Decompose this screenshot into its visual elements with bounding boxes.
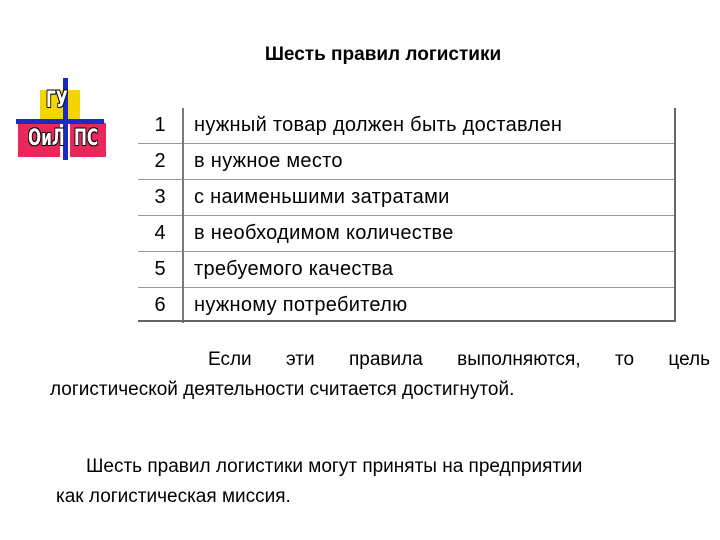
rule-number: 3 (138, 180, 183, 216)
table-row (138, 252, 676, 288)
rule-text: нужному потребителю (194, 294, 408, 316)
table-row (138, 108, 676, 144)
rule-text: в необходимом количестве (194, 222, 454, 244)
logo-text-top: ГУ (46, 88, 68, 113)
rule-text: с наименьшими затратами (194, 186, 450, 208)
rule-number: 6 (138, 288, 183, 324)
paragraph-goal-line2: логистической деятельности считается достигнутой. (50, 379, 515, 401)
logo-horizontal-bar (16, 119, 104, 124)
paragraph-mission-line2: как логистическая миссия. (56, 486, 291, 508)
rule-text: нужный товар должен быть доставлен (194, 114, 563, 136)
rule-number: 5 (138, 252, 183, 288)
page-title: Шесть правил логистики (264, 44, 502, 65)
paragraph-mission-line1: Шесть правил логистики могут приняты на предприятии (86, 456, 583, 477)
logo-text-left: ОиЛ (28, 126, 65, 151)
paragraph-goal (50, 345, 710, 406)
table-row (138, 288, 676, 324)
paragraph-goal-line1: Если эти правила выполняются, то цель (208, 349, 710, 370)
table-row (138, 216, 676, 252)
table-row (138, 144, 676, 180)
rules-table (138, 108, 676, 323)
paragraph-mission (56, 452, 712, 513)
rule-number: 1 (138, 108, 183, 144)
logo (8, 76, 108, 166)
rule-number: 4 (138, 216, 183, 252)
logo-text-right: ПС (74, 126, 99, 151)
rule-text: требуемого качества (194, 258, 394, 280)
rule-number: 2 (138, 144, 183, 180)
rule-text: в нужное место (194, 150, 343, 172)
table-row (138, 180, 676, 216)
